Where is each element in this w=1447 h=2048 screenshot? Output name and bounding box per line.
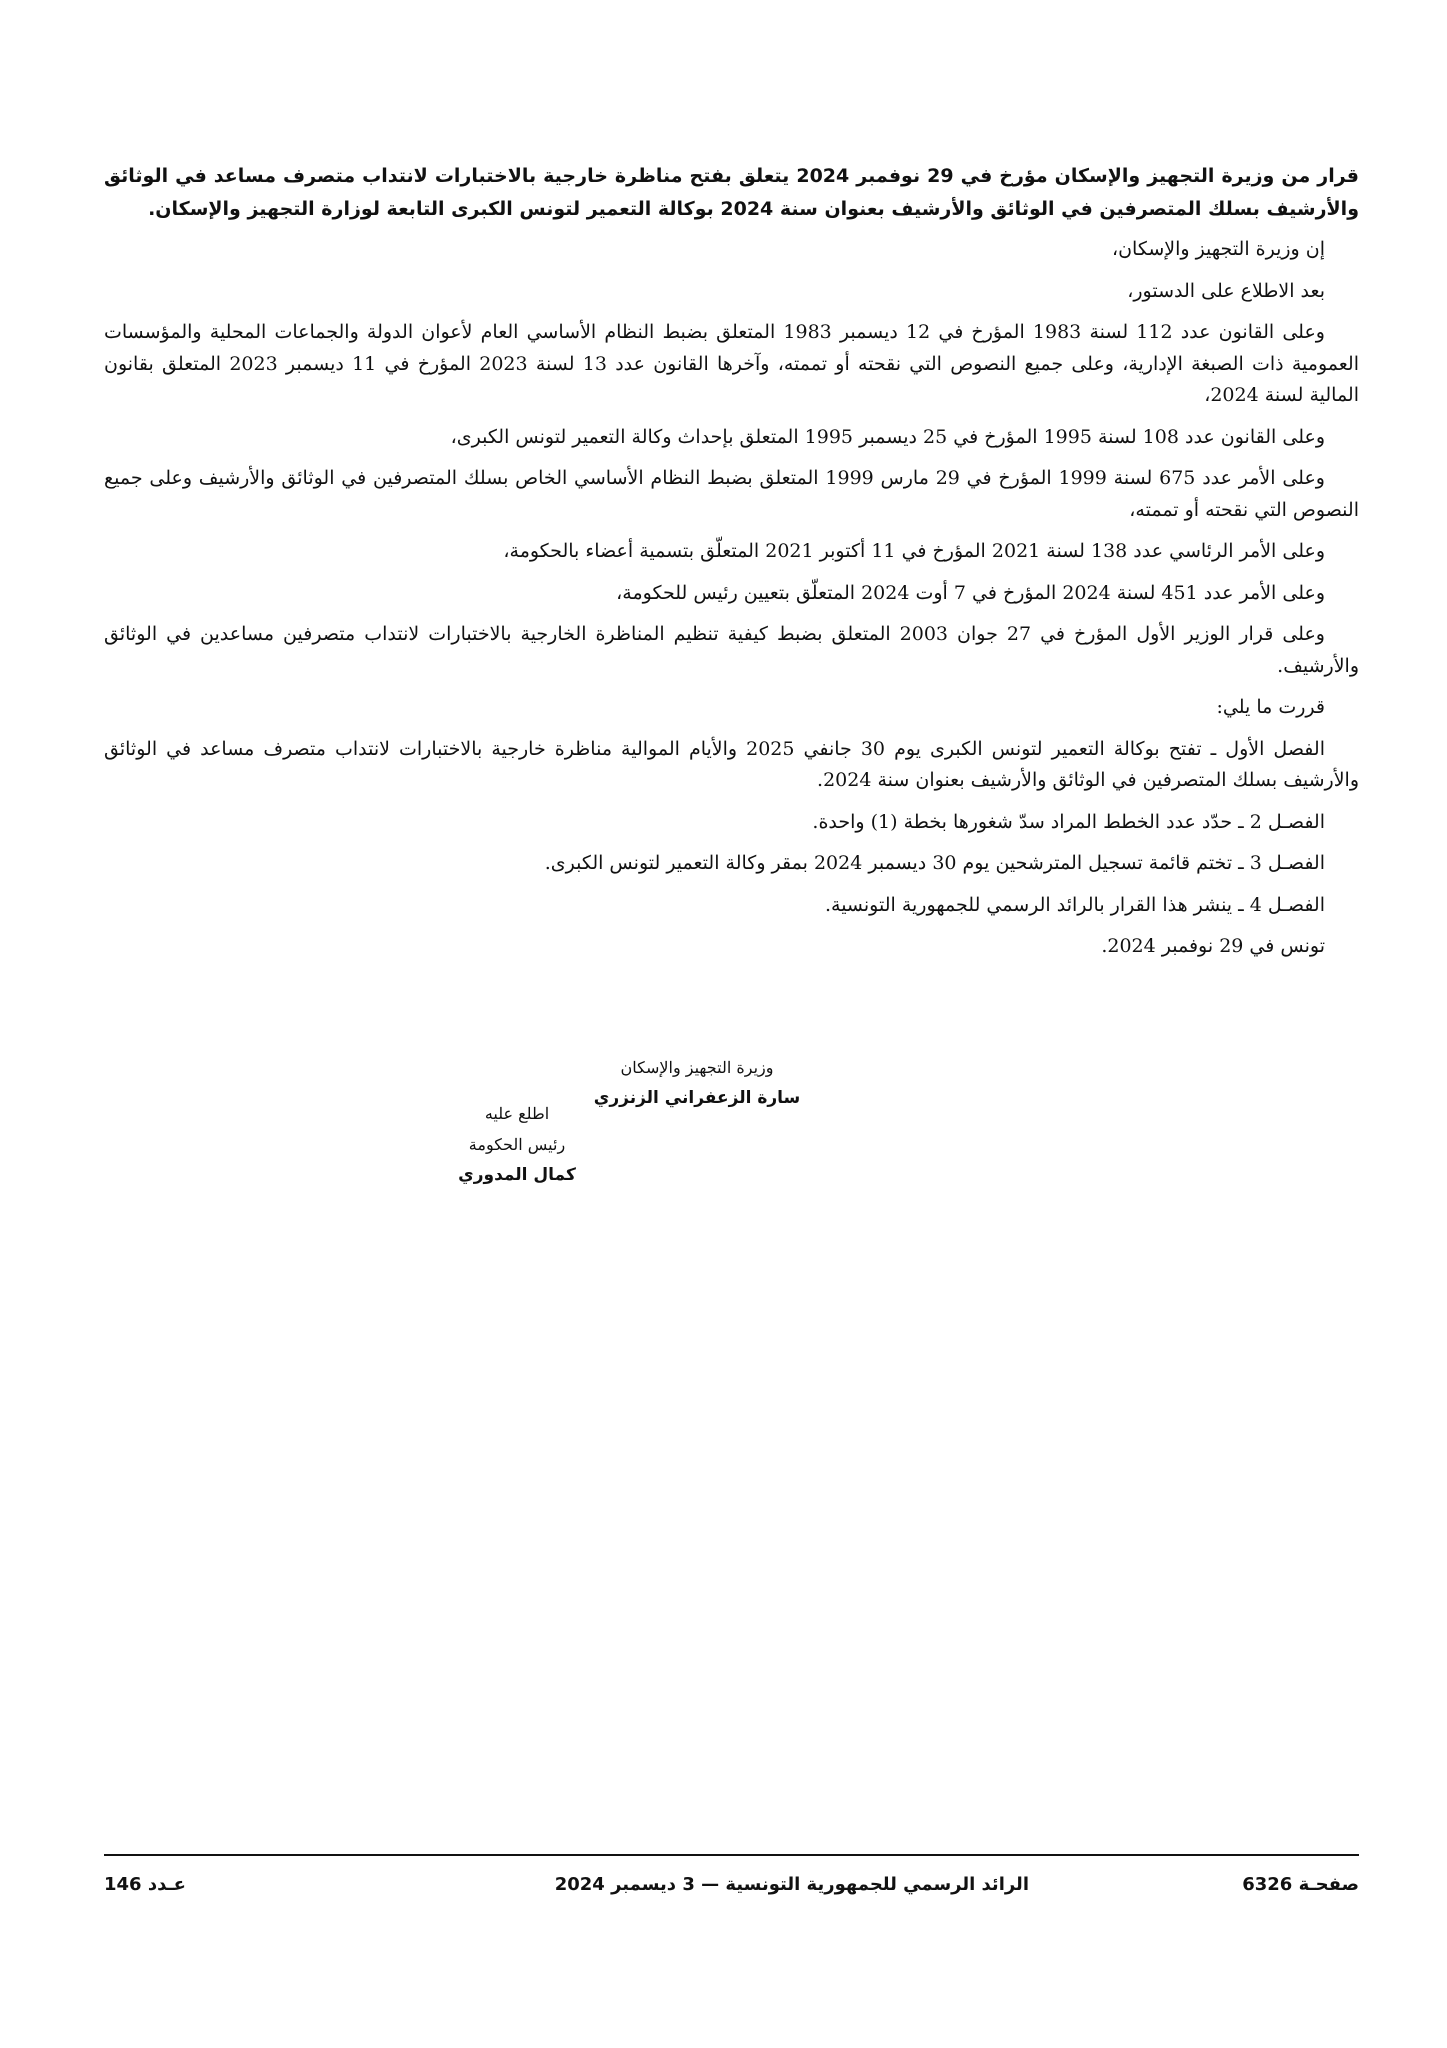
issue-number: عـدد 146 bbox=[104, 1874, 186, 1895]
legal-reference: وعلى قرار الوزير الأول المؤرخ في 27 جوان 2003 المتعلق بضبط كيفية تنظيم المناظرة الخارجية بالاختبارات لانتداب متصرفين مساعدين في الوثائق والأرشيف. bbox=[104, 623, 1359, 677]
decree-title: قرار من وزيرة التجهيز والإسكان مؤرخ في 29 نوفمبر 2024 يتعلق بفتح مناظرة خارجية بالاختبارات لانتداب متصرف مساعد في الوثائق والأرشيف بسلك المتصرفين في الوثائق والأرشيف بعنوان سنة 2024 بوكالة التعمير لتونس الكبرى التابعة لوزارة التجهيز والإسكان. bbox=[104, 165, 1359, 220]
article-1: الفصل الأول ـ تفتح بوكالة التعمير لتونس الكبرى يوم 30 جانفي 2025 والأيام الموالية مناظرة خارجية بالاختبارات لانتداب متصرف مساعد في الوثائق والأرشيف بسلك المتصرفين في الوثائق والأرشيف بعنوان سنة 2024. bbox=[104, 737, 1359, 791]
page-footer bbox=[104, 1868, 1359, 1902]
gazette-title: الرائد الرسمي للجمهورية التونسية — 3 ديسمبر 2024 bbox=[554, 1874, 1029, 1895]
minister-name: سارة الزعفراني الزنزري bbox=[593, 1088, 801, 1108]
legal-reference: وعلى القانون عدد 108 لسنة 1995 المؤرخ في 25 ديسمبر 1995 المتعلق بإحداث وكالة التعمير لتونس الكبرى، bbox=[450, 425, 1325, 448]
legal-reference: وعلى الأمر عدد 451 لسنة 2024 المؤرخ في 7 أوت 2024 المتعلّق بتعيين رئيس للحكومة، bbox=[616, 581, 1325, 604]
document-body bbox=[104, 160, 1359, 962]
government-head-signature bbox=[417, 1098, 617, 1191]
government-head-role: رئيس الحكومة bbox=[468, 1135, 566, 1154]
legal-reference: وعلى الأمر الرئاسي عدد 138 لسنة 2021 المؤرخ في 11 أكتوبر 2021 المتعلّق بتسمية أعضاء بالحكومة، bbox=[503, 540, 1325, 562]
legal-reference: وعلى الأمر عدد 675 لسنة 1999 المؤرخ في 29 مارس 1999 المتعلق بضبط النظام الأساسي الخاص بسلك المتصرفين في الوثائق والأرشيف وعلى جميع النصوص التي نقحته أو تممته، bbox=[104, 467, 1359, 521]
minister-role: وزيرة التجهيز والإسكان bbox=[620, 1058, 774, 1077]
place-date: تونس في 29 نوفمبر 2024. bbox=[1101, 935, 1325, 957]
government-head-name: كمال المدوري bbox=[458, 1165, 576, 1185]
article-3: الفصـل 3 ـ تختم قائمة تسجيل المترشحين يوم 30 ديسمبر 2024 بمقر وكالة التعمير لتونس الكبرى. bbox=[544, 852, 1325, 874]
signatures bbox=[0, 1052, 1447, 1232]
article-4: الفصـل 4 ـ ينشر هذا القرار بالرائد الرسمي للجمهورية التونسية. bbox=[824, 893, 1325, 916]
seen-label: اطلع عليه bbox=[484, 1104, 550, 1123]
decision-intro: قررت ما يلي: bbox=[1216, 696, 1325, 718]
legal-reference: وعلى القانون عدد 112 لسنة 1983 المؤرخ في 12 ديسمبر 1983 المتعلق بضبط النظام الأساسي العام لأعوان الدولة والجماعات المحلية والمؤسسات العمومية ذات الصبغة الإدارية، وعلى جميع النصوص التي نقحته أو تممته، وآخرها القانون عدد 13 لسنة 2023 المؤرخ في 11 ديسمبر 2023 المتعلق بقانون المالية لسنة 2024، bbox=[104, 321, 1359, 406]
preamble-line: إن وزيرة التجهيز والإسكان، bbox=[1111, 238, 1325, 260]
footer-divider bbox=[104, 1854, 1359, 1856]
page-number: صفحـة 6326 bbox=[1242, 1874, 1359, 1895]
preamble-line: بعد الاطلاع على الدستور، bbox=[1127, 279, 1325, 302]
article-2: الفصـل 2 ـ حدّد عدد الخطط المراد سدّ شغورها بخطة (1) واحدة. bbox=[812, 810, 1325, 833]
